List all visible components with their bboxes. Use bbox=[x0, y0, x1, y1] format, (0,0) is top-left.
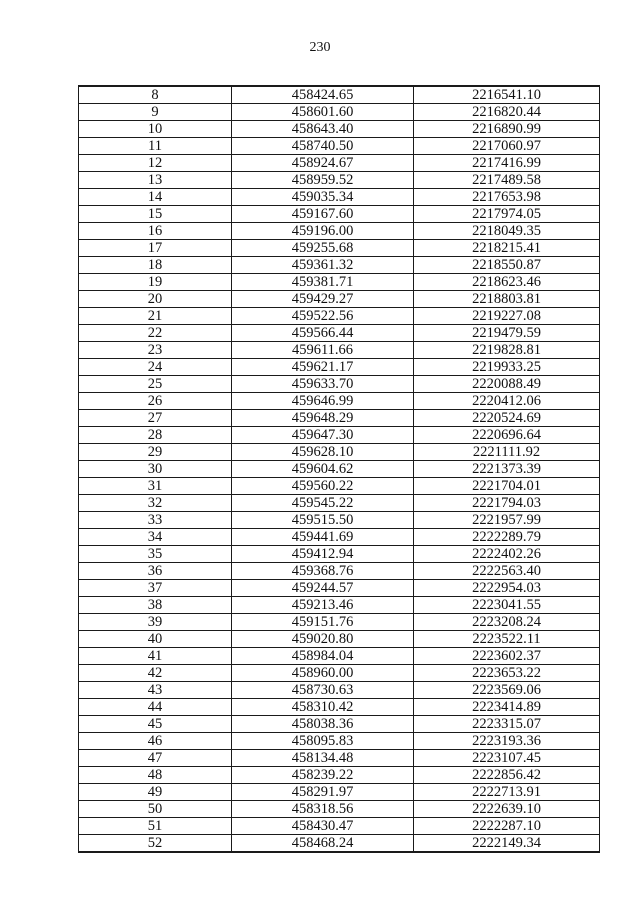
y-coordinate-cell: 2220088.49 bbox=[414, 376, 600, 393]
x-coordinate-cell: 458310.42 bbox=[232, 699, 414, 716]
table-row bbox=[79, 529, 600, 546]
y-coordinate-cell: 2219479.59 bbox=[414, 325, 600, 342]
x-coordinate-cell: 458430.47 bbox=[232, 818, 414, 835]
table-row bbox=[79, 104, 600, 121]
x-coordinate-cell: 458038.36 bbox=[232, 716, 414, 733]
y-coordinate-cell: 2223107.45 bbox=[414, 750, 600, 767]
y-coordinate-cell: 2216890.99 bbox=[414, 121, 600, 138]
table-row bbox=[79, 410, 600, 427]
x-coordinate-cell: 458601.60 bbox=[232, 104, 414, 121]
x-coordinate-cell: 458959.52 bbox=[232, 172, 414, 189]
table-row bbox=[79, 648, 600, 665]
table-row bbox=[79, 189, 600, 206]
x-coordinate-cell: 458318.56 bbox=[232, 801, 414, 818]
table-row bbox=[79, 359, 600, 376]
table-row bbox=[79, 291, 600, 308]
y-coordinate-cell: 2220412.06 bbox=[414, 393, 600, 410]
point-number-cell: 8 bbox=[79, 86, 232, 104]
y-coordinate-cell: 2217653.98 bbox=[414, 189, 600, 206]
point-number-cell: 31 bbox=[79, 478, 232, 495]
table-row bbox=[79, 546, 600, 563]
table-row bbox=[79, 240, 600, 257]
y-coordinate-cell: 2219933.25 bbox=[414, 359, 600, 376]
point-number-cell: 14 bbox=[79, 189, 232, 206]
y-coordinate-cell: 2223193.36 bbox=[414, 733, 600, 750]
point-number-cell: 19 bbox=[79, 274, 232, 291]
table-row bbox=[79, 155, 600, 172]
x-coordinate-cell: 459611.66 bbox=[232, 342, 414, 359]
table-row bbox=[79, 376, 600, 393]
table-row bbox=[79, 563, 600, 580]
x-coordinate-cell: 458468.24 bbox=[232, 835, 414, 853]
point-number-cell: 52 bbox=[79, 835, 232, 853]
y-coordinate-cell: 2223315.07 bbox=[414, 716, 600, 733]
point-number-cell: 20 bbox=[79, 291, 232, 308]
x-coordinate-cell: 458924.67 bbox=[232, 155, 414, 172]
x-coordinate-cell: 459566.44 bbox=[232, 325, 414, 342]
point-number-cell: 49 bbox=[79, 784, 232, 801]
point-number-cell: 18 bbox=[79, 257, 232, 274]
point-number-cell: 38 bbox=[79, 597, 232, 614]
x-coordinate-cell: 459604.62 bbox=[232, 461, 414, 478]
table-row bbox=[79, 580, 600, 597]
y-coordinate-cell: 2217060.97 bbox=[414, 138, 600, 155]
x-coordinate-cell: 458740.50 bbox=[232, 138, 414, 155]
x-coordinate-cell: 459035.34 bbox=[232, 189, 414, 206]
point-number-cell: 28 bbox=[79, 427, 232, 444]
point-number-cell: 41 bbox=[79, 648, 232, 665]
table-row bbox=[79, 699, 600, 716]
table-row bbox=[79, 665, 600, 682]
table-row bbox=[79, 172, 600, 189]
y-coordinate-cell: 2217489.58 bbox=[414, 172, 600, 189]
x-coordinate-cell: 459167.60 bbox=[232, 206, 414, 223]
x-coordinate-cell: 459020.80 bbox=[232, 631, 414, 648]
y-coordinate-cell: 2218803.81 bbox=[414, 291, 600, 308]
y-coordinate-cell: 2218049.35 bbox=[414, 223, 600, 240]
x-coordinate-cell: 459522.56 bbox=[232, 308, 414, 325]
point-number-cell: 51 bbox=[79, 818, 232, 835]
point-number-cell: 45 bbox=[79, 716, 232, 733]
x-coordinate-cell: 459441.69 bbox=[232, 529, 414, 546]
table-row bbox=[79, 631, 600, 648]
x-coordinate-cell: 459646.99 bbox=[232, 393, 414, 410]
point-number-cell: 25 bbox=[79, 376, 232, 393]
x-coordinate-cell: 459412.94 bbox=[232, 546, 414, 563]
point-number-cell: 29 bbox=[79, 444, 232, 461]
x-coordinate-cell: 459648.29 bbox=[232, 410, 414, 427]
x-coordinate-cell: 459361.32 bbox=[232, 257, 414, 274]
y-coordinate-cell: 2222289.79 bbox=[414, 529, 600, 546]
table-row bbox=[79, 818, 600, 835]
table-row bbox=[79, 512, 600, 529]
table-row bbox=[79, 86, 600, 104]
point-number-cell: 43 bbox=[79, 682, 232, 699]
y-coordinate-cell: 2216541.10 bbox=[414, 86, 600, 104]
table-row bbox=[79, 308, 600, 325]
table-row bbox=[79, 478, 600, 495]
x-coordinate-cell: 459560.22 bbox=[232, 478, 414, 495]
x-coordinate-cell: 458730.63 bbox=[232, 682, 414, 699]
point-number-cell: 15 bbox=[79, 206, 232, 223]
x-coordinate-cell: 459429.27 bbox=[232, 291, 414, 308]
y-coordinate-cell: 2223414.89 bbox=[414, 699, 600, 716]
point-number-cell: 39 bbox=[79, 614, 232, 631]
point-number-cell: 30 bbox=[79, 461, 232, 478]
x-coordinate-cell: 459151.76 bbox=[232, 614, 414, 631]
point-number-cell: 46 bbox=[79, 733, 232, 750]
x-coordinate-cell: 459368.76 bbox=[232, 563, 414, 580]
table-row bbox=[79, 597, 600, 614]
x-coordinate-cell: 459381.71 bbox=[232, 274, 414, 291]
table-row bbox=[79, 784, 600, 801]
point-number-cell: 16 bbox=[79, 223, 232, 240]
table-row bbox=[79, 223, 600, 240]
y-coordinate-cell: 2222149.34 bbox=[414, 835, 600, 853]
x-coordinate-cell: 458424.65 bbox=[232, 86, 414, 104]
x-coordinate-cell: 458984.04 bbox=[232, 648, 414, 665]
page-number: 230 bbox=[309, 40, 331, 55]
table-row bbox=[79, 325, 600, 342]
table-row bbox=[79, 342, 600, 359]
x-coordinate-cell: 459633.70 bbox=[232, 376, 414, 393]
y-coordinate-cell: 2223569.06 bbox=[414, 682, 600, 699]
point-number-cell: 17 bbox=[79, 240, 232, 257]
y-coordinate-cell: 2216820.44 bbox=[414, 104, 600, 121]
x-coordinate-cell: 459196.00 bbox=[232, 223, 414, 240]
x-coordinate-cell: 459628.10 bbox=[232, 444, 414, 461]
x-coordinate-cell: 459213.46 bbox=[232, 597, 414, 614]
point-number-cell: 48 bbox=[79, 767, 232, 784]
y-coordinate-cell: 2217974.05 bbox=[414, 206, 600, 223]
y-coordinate-cell: 2221957.99 bbox=[414, 512, 600, 529]
table-row bbox=[79, 733, 600, 750]
y-coordinate-cell: 2220696.64 bbox=[414, 427, 600, 444]
table-row bbox=[79, 257, 600, 274]
y-coordinate-cell: 2221704.01 bbox=[414, 478, 600, 495]
table-row bbox=[79, 614, 600, 631]
point-number-cell: 35 bbox=[79, 546, 232, 563]
y-coordinate-cell: 2223602.37 bbox=[414, 648, 600, 665]
table-row bbox=[79, 495, 600, 512]
table-row bbox=[79, 393, 600, 410]
point-number-cell: 13 bbox=[79, 172, 232, 189]
table-row bbox=[79, 801, 600, 818]
point-number-cell: 26 bbox=[79, 393, 232, 410]
coordinates-table bbox=[78, 85, 600, 853]
x-coordinate-cell: 459255.68 bbox=[232, 240, 414, 257]
x-coordinate-cell: 459545.22 bbox=[232, 495, 414, 512]
point-number-cell: 12 bbox=[79, 155, 232, 172]
table-row bbox=[79, 444, 600, 461]
y-coordinate-cell: 2223522.11 bbox=[414, 631, 600, 648]
y-coordinate-cell: 2217416.99 bbox=[414, 155, 600, 172]
point-number-cell: 10 bbox=[79, 121, 232, 138]
y-coordinate-cell: 2222639.10 bbox=[414, 801, 600, 818]
point-number-cell: 47 bbox=[79, 750, 232, 767]
point-number-cell: 34 bbox=[79, 529, 232, 546]
point-number-cell: 21 bbox=[79, 308, 232, 325]
y-coordinate-cell: 2222287.10 bbox=[414, 818, 600, 835]
x-coordinate-cell: 458291.97 bbox=[232, 784, 414, 801]
table-row bbox=[79, 716, 600, 733]
point-number-cell: 24 bbox=[79, 359, 232, 376]
table-row bbox=[79, 682, 600, 699]
table-row bbox=[79, 121, 600, 138]
y-coordinate-cell: 2223208.24 bbox=[414, 614, 600, 631]
table-row bbox=[79, 427, 600, 444]
x-coordinate-cell: 458134.48 bbox=[232, 750, 414, 767]
y-coordinate-cell: 2221794.03 bbox=[414, 495, 600, 512]
y-coordinate-cell: 2218623.46 bbox=[414, 274, 600, 291]
y-coordinate-cell: 2222954.03 bbox=[414, 580, 600, 597]
table-row bbox=[79, 461, 600, 478]
point-number-cell: 32 bbox=[79, 495, 232, 512]
x-coordinate-cell: 459515.50 bbox=[232, 512, 414, 529]
y-coordinate-cell: 2223653.22 bbox=[414, 665, 600, 682]
table-row bbox=[79, 750, 600, 767]
y-coordinate-cell: 2221373.39 bbox=[414, 461, 600, 478]
point-number-cell: 33 bbox=[79, 512, 232, 529]
table-row bbox=[79, 274, 600, 291]
point-number-cell: 44 bbox=[79, 699, 232, 716]
y-coordinate-cell: 2219828.81 bbox=[414, 342, 600, 359]
point-number-cell: 9 bbox=[79, 104, 232, 121]
point-number-cell: 37 bbox=[79, 580, 232, 597]
point-number-cell: 42 bbox=[79, 665, 232, 682]
point-number-cell: 23 bbox=[79, 342, 232, 359]
x-coordinate-cell: 458643.40 bbox=[232, 121, 414, 138]
table-row bbox=[79, 767, 600, 784]
y-coordinate-cell: 2222563.40 bbox=[414, 563, 600, 580]
x-coordinate-cell: 459244.57 bbox=[232, 580, 414, 597]
point-number-cell: 27 bbox=[79, 410, 232, 427]
y-coordinate-cell: 2219227.08 bbox=[414, 308, 600, 325]
point-number-cell: 36 bbox=[79, 563, 232, 580]
x-coordinate-cell: 458960.00 bbox=[232, 665, 414, 682]
y-coordinate-cell: 2223041.55 bbox=[414, 597, 600, 614]
y-coordinate-cell: 2221111.92 bbox=[414, 444, 600, 461]
point-number-cell: 11 bbox=[79, 138, 232, 155]
y-coordinate-cell: 2222402.26 bbox=[414, 546, 600, 563]
x-coordinate-cell: 458239.22 bbox=[232, 767, 414, 784]
y-coordinate-cell: 2222856.42 bbox=[414, 767, 600, 784]
y-coordinate-cell: 2218215.41 bbox=[414, 240, 600, 257]
x-coordinate-cell: 459621.17 bbox=[232, 359, 414, 376]
point-number-cell: 22 bbox=[79, 325, 232, 342]
point-number-cell: 40 bbox=[79, 631, 232, 648]
y-coordinate-cell: 2220524.69 bbox=[414, 410, 600, 427]
y-coordinate-cell: 2222713.91 bbox=[414, 784, 600, 801]
x-coordinate-cell: 459647.30 bbox=[232, 427, 414, 444]
table-row bbox=[79, 138, 600, 155]
x-coordinate-cell: 458095.83 bbox=[232, 733, 414, 750]
coordinates-table-body bbox=[79, 86, 600, 852]
y-coordinate-cell: 2218550.87 bbox=[414, 257, 600, 274]
table-row bbox=[79, 835, 600, 853]
point-number-cell: 50 bbox=[79, 801, 232, 818]
table-row bbox=[79, 206, 600, 223]
